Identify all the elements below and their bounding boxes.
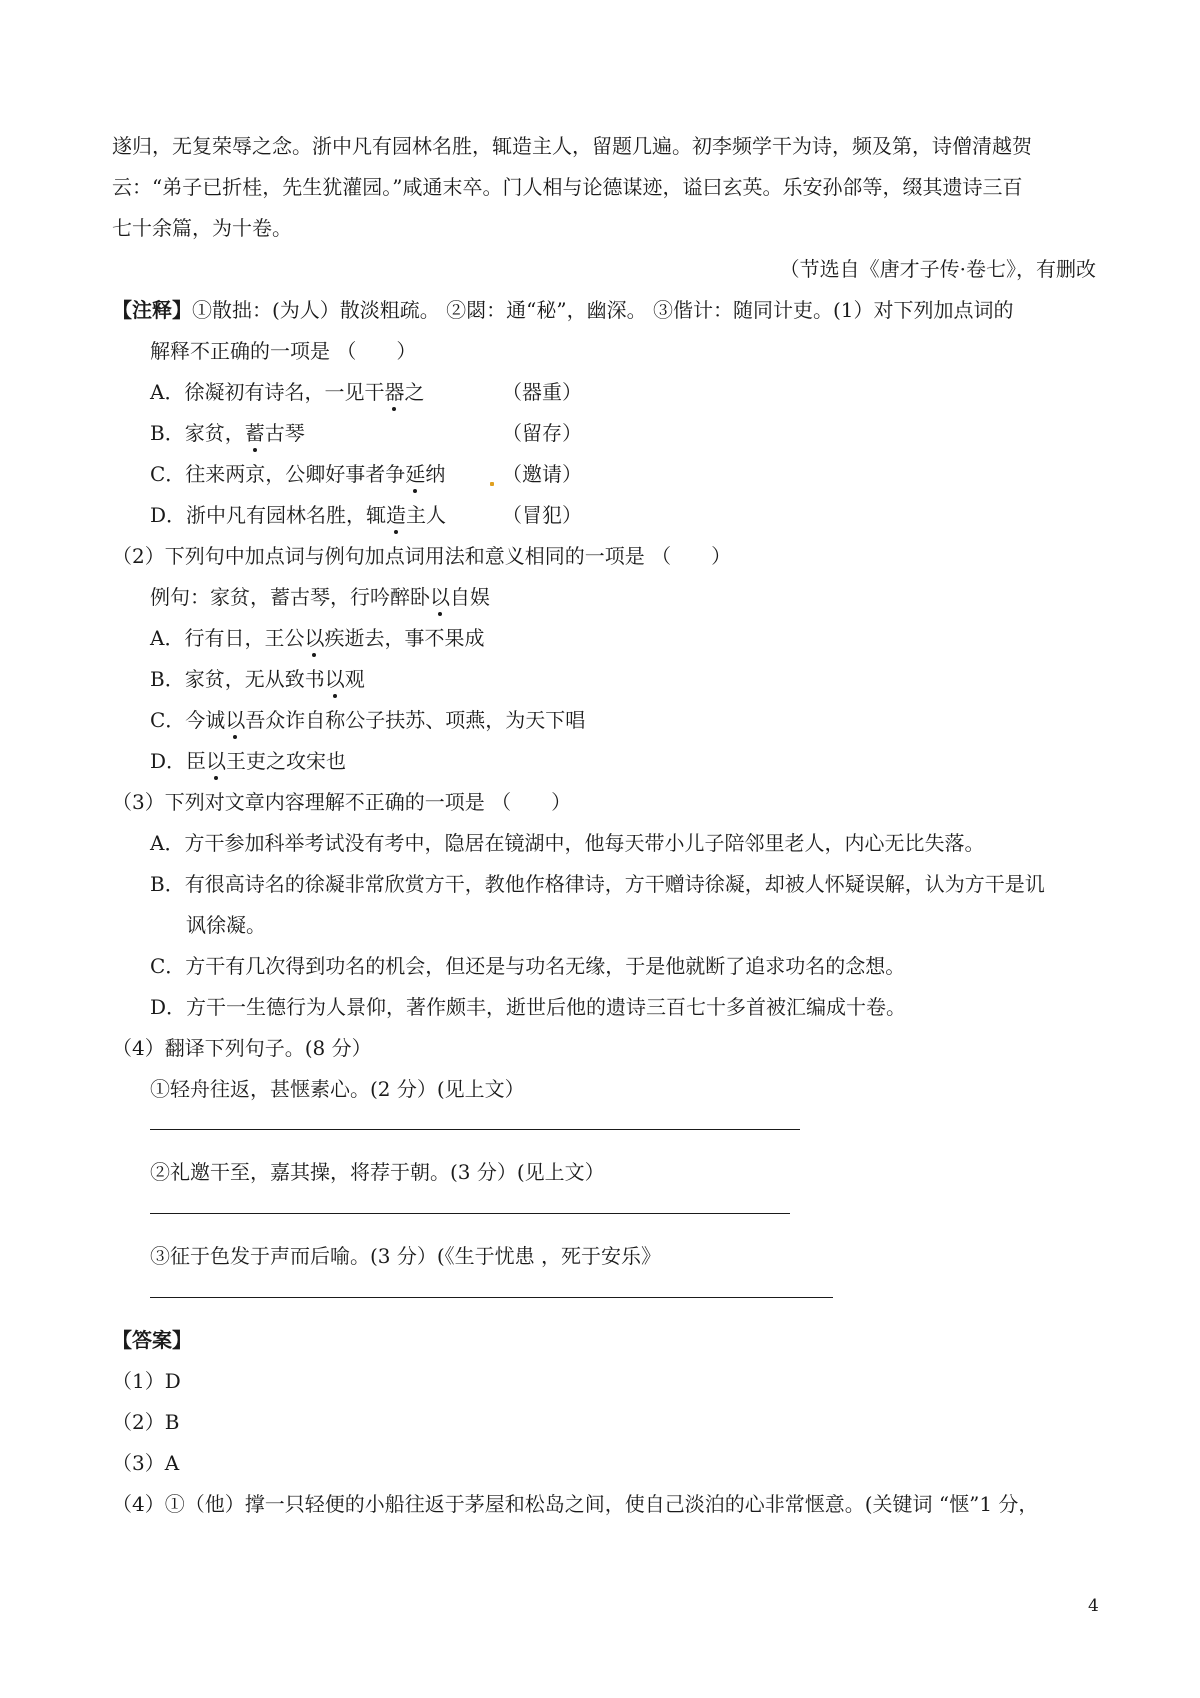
q1-option-c-meaning: （邀请） <box>502 462 582 486</box>
q4-sentence-1: ①轻舟往返，甚惬素心。(2 分）(见上文） <box>150 1077 525 1101</box>
q4-sentence-3: ③征于色发于声而后喻。(3 分）(《生于忧患 ，死于安乐》 <box>150 1244 662 1268</box>
q2-option-c: C．今诚以吾众诈自称公子扶苏、项燕，为天下唱 <box>150 708 586 732</box>
q1-option-d: D．浙中凡有园林名胜，辄造主人 <box>150 503 447 527</box>
answer-2: （2）B <box>112 1410 180 1434</box>
dotted-char: 以 <box>206 749 227 773</box>
q1-option-c: C．往来两京，公卿好事者争延纳 <box>150 462 446 486</box>
notes-line <box>112 300 1014 320</box>
answers-label: 【答案】 <box>112 1328 192 1352</box>
dotted-char: 以 <box>430 585 450 609</box>
q1-option-a-meaning: （器重） <box>502 380 582 404</box>
answer-1: （1）D <box>112 1369 181 1393</box>
dotted-char: 以 <box>304 626 325 650</box>
notes-text: ①散拙：(为人）散淡粗疏。 ②閟：通“秘”，幽深。 ③偕计：随同计吏。(1）对下列加点词的 <box>192 298 1014 322</box>
orange-mark <box>490 482 494 486</box>
answer-blank-3[interactable] <box>150 1297 833 1298</box>
dotted-char: 以 <box>225 708 246 732</box>
q4-sentence-2: ②礼邀干至，嘉其操，将荐于朝。(3 分）(见上文） <box>150 1160 605 1184</box>
q2-option-b: B．家贫，无从致书以观 <box>150 667 365 691</box>
dotted-char: 造 <box>386 503 407 527</box>
q2-stem: （2）下列句中加点词与例句加点词用法和意义相同的一项是 （ ） <box>112 544 732 568</box>
q1-option-d-meaning: （冒犯） <box>502 503 582 527</box>
passage-line-1: 遂归，无复荣辱之念。浙中凡有园林名胜，辄造主人，留题几遍。初李频学干为诗，频及第，诗僧清越贺 <box>112 134 1032 158</box>
q3-stem: （3）下列对文章内容理解不正确的一项是 （ ） <box>112 790 572 814</box>
q3-option-b-cont: 讽徐凝。 <box>186 913 266 937</box>
notes-label: 【注释】 <box>112 298 192 322</box>
dotted-char: 以 <box>324 667 345 691</box>
page-number: 4 <box>1088 1596 1099 1616</box>
q2-option-a: A．行有日，王公以疾逝去，事不果成 <box>150 626 485 650</box>
dotted-char: 延 <box>405 462 426 486</box>
q3-option-d: D．方干一生德行为人景仰，著作颇丰，逝世后他的遗诗三百七十多首被汇编成十卷。 <box>150 995 907 1019</box>
answer-3: （3）A <box>112 1451 180 1475</box>
q3-option-b: B．有很高诗名的徐凝非常欣赏方干，教他作格律诗，方干赠诗徐凝，却被人怀疑误解，认为方干是讥 <box>150 872 1045 896</box>
q3-option-a: A．方干参加科举考试没有考中，隐居在镜湖中，他每天带小儿子陪邻里老人，内心无比失落。 <box>150 831 985 855</box>
answer-blank-1[interactable] <box>150 1129 800 1130</box>
passage-line-3: 七十余篇，为十卷。 <box>112 216 292 240</box>
q2-example: 例句：家贫，蓄古琴，行吟醉卧以自娱 <box>150 585 490 609</box>
answer-blank-2[interactable] <box>150 1213 790 1214</box>
q1-option-a: A．徐凝初有诗名，一见干器之 <box>150 380 425 404</box>
q1-stem-cont: 解释不正确的一项是 （ ） <box>150 339 417 363</box>
answer-4: （4）①（他）撑一只轻便的小船往返于茅屋和松岛之间，使自己淡泊的心非常惬意。(关键词 “惬”1 分， <box>112 1492 1039 1516</box>
dotted-char: 蓄 <box>244 421 265 445</box>
q1-option-b: B．家贫，蓄古琴 <box>150 421 305 445</box>
q4-stem: （4）翻译下列句子。(8 分） <box>112 1036 372 1060</box>
q2-option-d: D．臣以王吏之攻宋也 <box>150 749 347 773</box>
q3-option-c: C．方干有几次得到功名的机会，但还是与功名无缘，于是他就断了追求功名的念想。 <box>150 954 906 978</box>
q1-option-b-meaning: （留存） <box>502 421 582 445</box>
source-citation: （节选自《唐才子传·卷七》，有删改 <box>779 257 1096 281</box>
dotted-char: 器 <box>384 380 405 404</box>
passage-line-2: 云：“弟子已折桂，先生犹灌园。”咸通末卒。门人相与论德谋迹，谥曰玄英。乐安孙郃等，缀其遗诗三百 <box>112 175 1023 199</box>
